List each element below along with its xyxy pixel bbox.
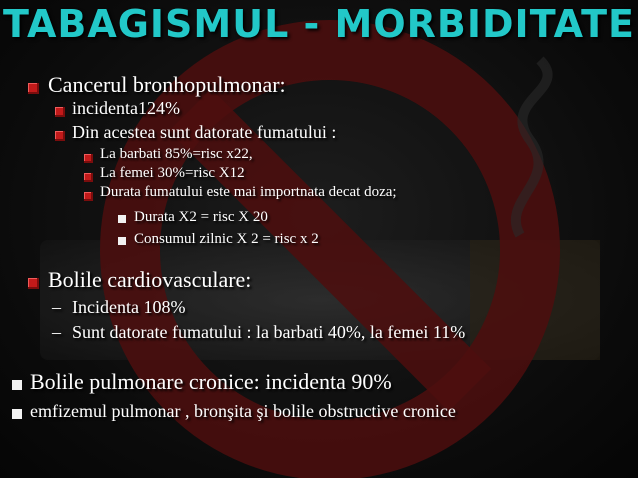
- white-square-bullet-icon: [12, 409, 22, 419]
- white-square-bullet-icon: [12, 380, 22, 390]
- bullet-pulmonare-cronice: Bolile pulmonare cronice: incidenta 90%: [30, 369, 392, 394]
- bullet-durata-fumatului: Durata fumatului este mai importnata decat doza;: [100, 184, 397, 200]
- red-square-bullet-icon: [55, 107, 65, 117]
- bullet-femei: La femei 30%=risc X12: [100, 165, 245, 181]
- bullet-cardiovasculare: Bolile cardiovasculare:: [48, 267, 252, 292]
- red-square-bullet-icon: [84, 173, 93, 182]
- bullet-barbati: La barbati 85%=risc x22,: [100, 146, 253, 162]
- red-square-bullet-icon: [84, 192, 93, 201]
- bullet-incidenta: incidenta124%: [72, 98, 180, 118]
- bullet-consumul-zilnic: Consumul zilnic X 2 = risc x 2: [134, 231, 319, 247]
- bullet-cardio-datorate: Sunt datorate fumatului : la barbati 40%, la femei 11%: [72, 322, 466, 342]
- red-square-bullet-icon: [28, 278, 39, 289]
- dash-marker: –: [52, 322, 61, 342]
- slide-title: TABAGISMUL - MORBIDITATE: [2, 2, 636, 46]
- bullet-datorate-fumatului: Din acestea sunt datorate fumatului :: [72, 122, 337, 142]
- white-square-bullet-icon: [118, 215, 126, 223]
- bullet-incidenta-108: Incidenta 108%: [72, 297, 186, 317]
- bullet-cancer: Cancerul bronhopulmonar:: [48, 72, 286, 97]
- red-square-bullet-icon: [55, 131, 65, 141]
- red-square-bullet-icon: [84, 154, 93, 163]
- red-square-bullet-icon: [28, 83, 39, 94]
- bullet-emfizemul: emfizemul pulmonar , bronşita şi bolile obstructive cronice: [30, 401, 456, 421]
- white-square-bullet-icon: [118, 237, 126, 245]
- bullet-durata-x2: Durata X2 = risc X 20: [134, 209, 268, 225]
- dash-marker: –: [52, 297, 61, 317]
